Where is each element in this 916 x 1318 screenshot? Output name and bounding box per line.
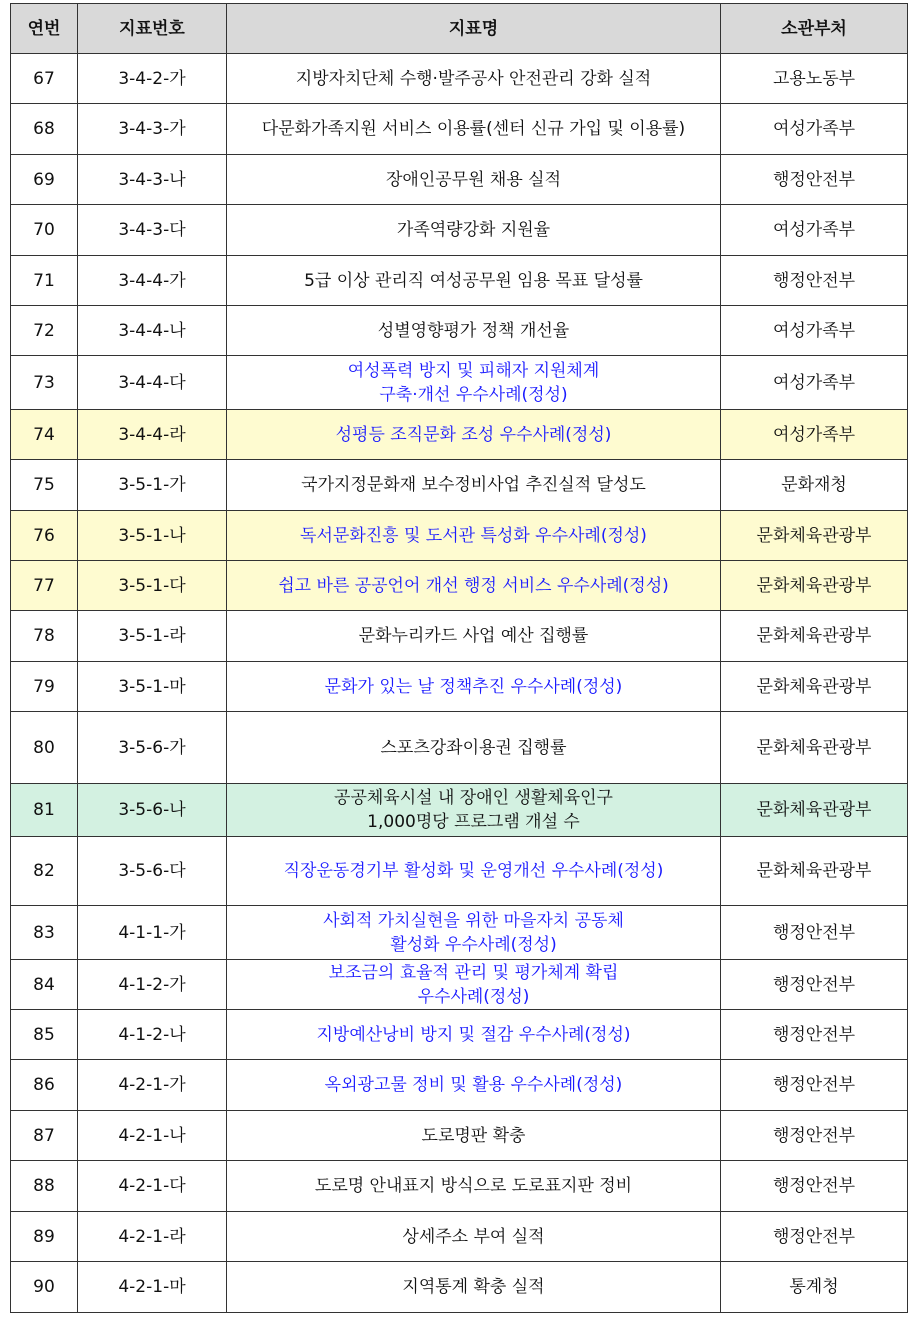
cell-code: 3-4-3-가: [78, 104, 227, 155]
cell-dept: 행정안전부: [721, 256, 908, 306]
table-row: [11, 256, 908, 306]
cell-code: 3-4-3-다: [78, 205, 227, 256]
cell-name: [227, 155, 721, 205]
cell-dept: 문화재청: [721, 460, 908, 511]
cell-name-line: 독서문화진흥 및 도서관 특성화 우수사례(정성): [300, 525, 647, 546]
cell-name: [227, 256, 721, 306]
cell-no: 77: [11, 561, 78, 611]
cell-dept: 여성가족부: [721, 410, 908, 460]
cell-dept: 문화체육관광부: [721, 837, 908, 906]
cell-name-line: 사회적 가치실현을 위한 마을자치 공동체: [323, 910, 624, 931]
header-dept: 소관부처: [721, 4, 908, 54]
cell-dept: 문화체육관광부: [721, 662, 908, 712]
cell-no: 82: [11, 837, 78, 906]
table-row: [11, 306, 908, 356]
cell-name: [227, 1010, 721, 1060]
header-no: 연번: [11, 4, 78, 54]
cell-name: [227, 511, 721, 561]
cell-dept: 행정안전부: [721, 155, 908, 205]
cell-name: [227, 837, 721, 906]
cell-code: 3-5-6-나: [78, 784, 227, 837]
cell-code: 3-4-2-가: [78, 54, 227, 104]
cell-no: 75: [11, 460, 78, 511]
cell-name: [227, 306, 721, 356]
cell-code: 3-5-1-가: [78, 460, 227, 511]
cell-no: 80: [11, 712, 78, 784]
cell-dept: 행정안전부: [721, 906, 908, 960]
table-row: [11, 906, 908, 960]
cell-dept: 문화체육관광부: [721, 611, 908, 662]
table-row: [11, 460, 908, 511]
indicator-table: [10, 3, 908, 1313]
cell-name-line: 활성화 우수사례(정성): [390, 934, 557, 955]
table-row: [11, 155, 908, 205]
cell-dept: 행정안전부: [721, 1161, 908, 1212]
cell-name-line: 공공체육시설 내 장애인 생활체육인구: [334, 788, 613, 808]
cell-code: 4-1-2-나: [78, 1010, 227, 1060]
cell-dept: 문화체육관광부: [721, 561, 908, 611]
cell-name-line: 스포츠강좌이용권 집행률: [380, 737, 567, 758]
cell-code: 4-2-1-다: [78, 1161, 227, 1212]
cell-name-line: 우수사례(정성): [417, 986, 530, 1007]
cell-name-line: 지방예산낭비 방지 및 절감 우수사례(정성): [316, 1024, 631, 1045]
cell-name: [227, 460, 721, 511]
cell-dept: 고용노동부: [721, 54, 908, 104]
header-code: 지표번호: [78, 4, 227, 54]
cell-dept: 문화체육관광부: [721, 784, 908, 837]
cell-dept: 행정안전부: [721, 960, 908, 1010]
cell-no: 89: [11, 1212, 78, 1262]
cell-no: 73: [11, 356, 78, 410]
cell-name: [227, 784, 721, 837]
cell-dept: 여성가족부: [721, 205, 908, 256]
cell-dept: 행정안전부: [721, 1010, 908, 1060]
cell-no: 67: [11, 54, 78, 104]
cell-code: 3-5-1-라: [78, 611, 227, 662]
cell-name-line: 문화누리카드 사업 예산 집행률: [358, 626, 589, 646]
cell-name-line: 여성폭력 방지 및 피해자 지원체계: [347, 360, 600, 381]
table-row: [11, 1262, 908, 1313]
cell-name: [227, 712, 721, 784]
table-row: [11, 960, 908, 1010]
header-name: 지표명: [227, 4, 721, 54]
cell-name: [227, 410, 721, 460]
cell-code: 3-4-4-가: [78, 256, 227, 306]
cell-name: [227, 205, 721, 256]
table-row: [11, 712, 908, 784]
cell-code: 3-4-4-라: [78, 410, 227, 460]
cell-name-line: 장애인공무원 채용 실적: [385, 169, 562, 190]
cell-code: 3-5-6-다: [78, 837, 227, 906]
cell-dept: 행정안전부: [721, 1212, 908, 1262]
table-row: [11, 356, 908, 410]
cell-code: 3-4-3-나: [78, 155, 227, 205]
cell-dept: 행정안전부: [721, 1111, 908, 1161]
cell-name-line: 성별영향평가 정책 개선율: [377, 320, 570, 341]
cell-no: 84: [11, 960, 78, 1010]
cell-dept: 여성가족부: [721, 306, 908, 356]
cell-code: 3-5-6-가: [78, 712, 227, 784]
cell-no: 88: [11, 1161, 78, 1212]
cell-dept: 여성가족부: [721, 356, 908, 410]
cell-name-line: 가족역량강화 지원율: [396, 220, 551, 240]
table-row: [11, 54, 908, 104]
cell-name-line: 5급 이상 관리직 여성공무원 임용 목표 달성률: [304, 270, 643, 291]
cell-code: 4-2-1-라: [78, 1212, 227, 1262]
cell-name-line: 구축·개선 우수사례(정성): [379, 384, 568, 405]
cell-no: 79: [11, 662, 78, 712]
cell-no: 69: [11, 155, 78, 205]
cell-no: 86: [11, 1060, 78, 1111]
cell-no: 81: [11, 784, 78, 837]
table-row: [11, 837, 908, 906]
cell-no: 71: [11, 256, 78, 306]
cell-name: [227, 906, 721, 960]
table-row: [11, 561, 908, 611]
cell-name-line: 1,000명당 프로그램 개설 수: [367, 812, 580, 832]
cell-code: 4-2-1-마: [78, 1262, 227, 1313]
cell-dept: 여성가족부: [721, 104, 908, 155]
cell-name-line: 상세주소 부여 실적: [402, 1226, 545, 1247]
cell-no: 90: [11, 1262, 78, 1313]
cell-name-line: 쉽고 바른 공공언어 개선 행정 서비스 우수사례(정성): [278, 575, 669, 596]
cell-name-line: 옥외광고물 정비 및 활용 우수사례(정성): [324, 1075, 623, 1095]
cell-code: 3-5-1-나: [78, 511, 227, 561]
cell-name-line: 직장운동경기부 활성화 및 운영개선 우수사례(정성): [283, 861, 664, 881]
cell-code: 4-2-1-나: [78, 1111, 227, 1161]
cell-no: 87: [11, 1111, 78, 1161]
cell-name-line: 성평등 조직문화 조성 우수사례(정성): [335, 424, 612, 445]
cell-no: 76: [11, 511, 78, 561]
cell-no: 78: [11, 611, 78, 662]
cell-code: 3-5-1-마: [78, 662, 227, 712]
cell-dept: 문화체육관광부: [721, 511, 908, 561]
cell-no: 83: [11, 906, 78, 960]
cell-no: 72: [11, 306, 78, 356]
table-header-row: [11, 4, 908, 54]
cell-name: [227, 1262, 721, 1313]
table-row: [11, 205, 908, 256]
table-row: [11, 410, 908, 460]
table-row: [11, 1161, 908, 1212]
table-row: [11, 104, 908, 155]
cell-no: 68: [11, 104, 78, 155]
cell-name: [227, 960, 721, 1010]
cell-code: 3-4-4-나: [78, 306, 227, 356]
table-row: [11, 1010, 908, 1060]
cell-dept: 문화체육관광부: [721, 712, 908, 784]
cell-no: 74: [11, 410, 78, 460]
cell-name: [227, 561, 721, 611]
table-row: [11, 1111, 908, 1161]
cell-name: [227, 356, 721, 410]
cell-code: 3-4-4-다: [78, 356, 227, 410]
cell-name-line: 도로명판 확충: [421, 1125, 526, 1146]
cell-name: [227, 611, 721, 662]
cell-name: [227, 54, 721, 104]
cell-no: 70: [11, 205, 78, 256]
cell-name: [227, 1161, 721, 1212]
table-row: [11, 1212, 908, 1262]
cell-no: 85: [11, 1010, 78, 1060]
cell-code: 4-2-1-가: [78, 1060, 227, 1111]
table-body: [11, 54, 908, 1313]
cell-name-line: 도로명 안내표지 방식으로 도로표지판 정비: [314, 1176, 633, 1196]
cell-name: [227, 1060, 721, 1111]
cell-code: 3-5-1-다: [78, 561, 227, 611]
cell-name-line: 문화가 있는 날 정책추진 우수사례(정성): [324, 676, 623, 697]
cell-name: [227, 662, 721, 712]
table-row: [11, 662, 908, 712]
cell-dept: 행정안전부: [721, 1060, 908, 1111]
cell-name: [227, 1111, 721, 1161]
cell-code: 4-1-1-가: [78, 906, 227, 960]
table-row: [11, 611, 908, 662]
cell-name-line: 지역통계 확충 실적: [402, 1277, 545, 1297]
cell-name: [227, 1212, 721, 1262]
cell-dept: 통계청: [721, 1262, 908, 1313]
cell-name-line: 다문화가족지원 서비스 이용률(센터 신규 가입 및 이용률): [261, 119, 686, 139]
table-row: [11, 511, 908, 561]
cell-name-line: 국가지정문화재 보수정비사업 추진실적 달성도: [301, 475, 646, 495]
cell-name-line: 지방자치단체 수행·발주공사 안전관리 강화 실적: [295, 68, 652, 89]
cell-code: 4-1-2-가: [78, 960, 227, 1010]
table-row: [11, 784, 908, 837]
cell-name-line: 보조금의 효율적 관리 및 평가체계 확립: [328, 962, 619, 983]
cell-name: [227, 104, 721, 155]
table-row: [11, 1060, 908, 1111]
